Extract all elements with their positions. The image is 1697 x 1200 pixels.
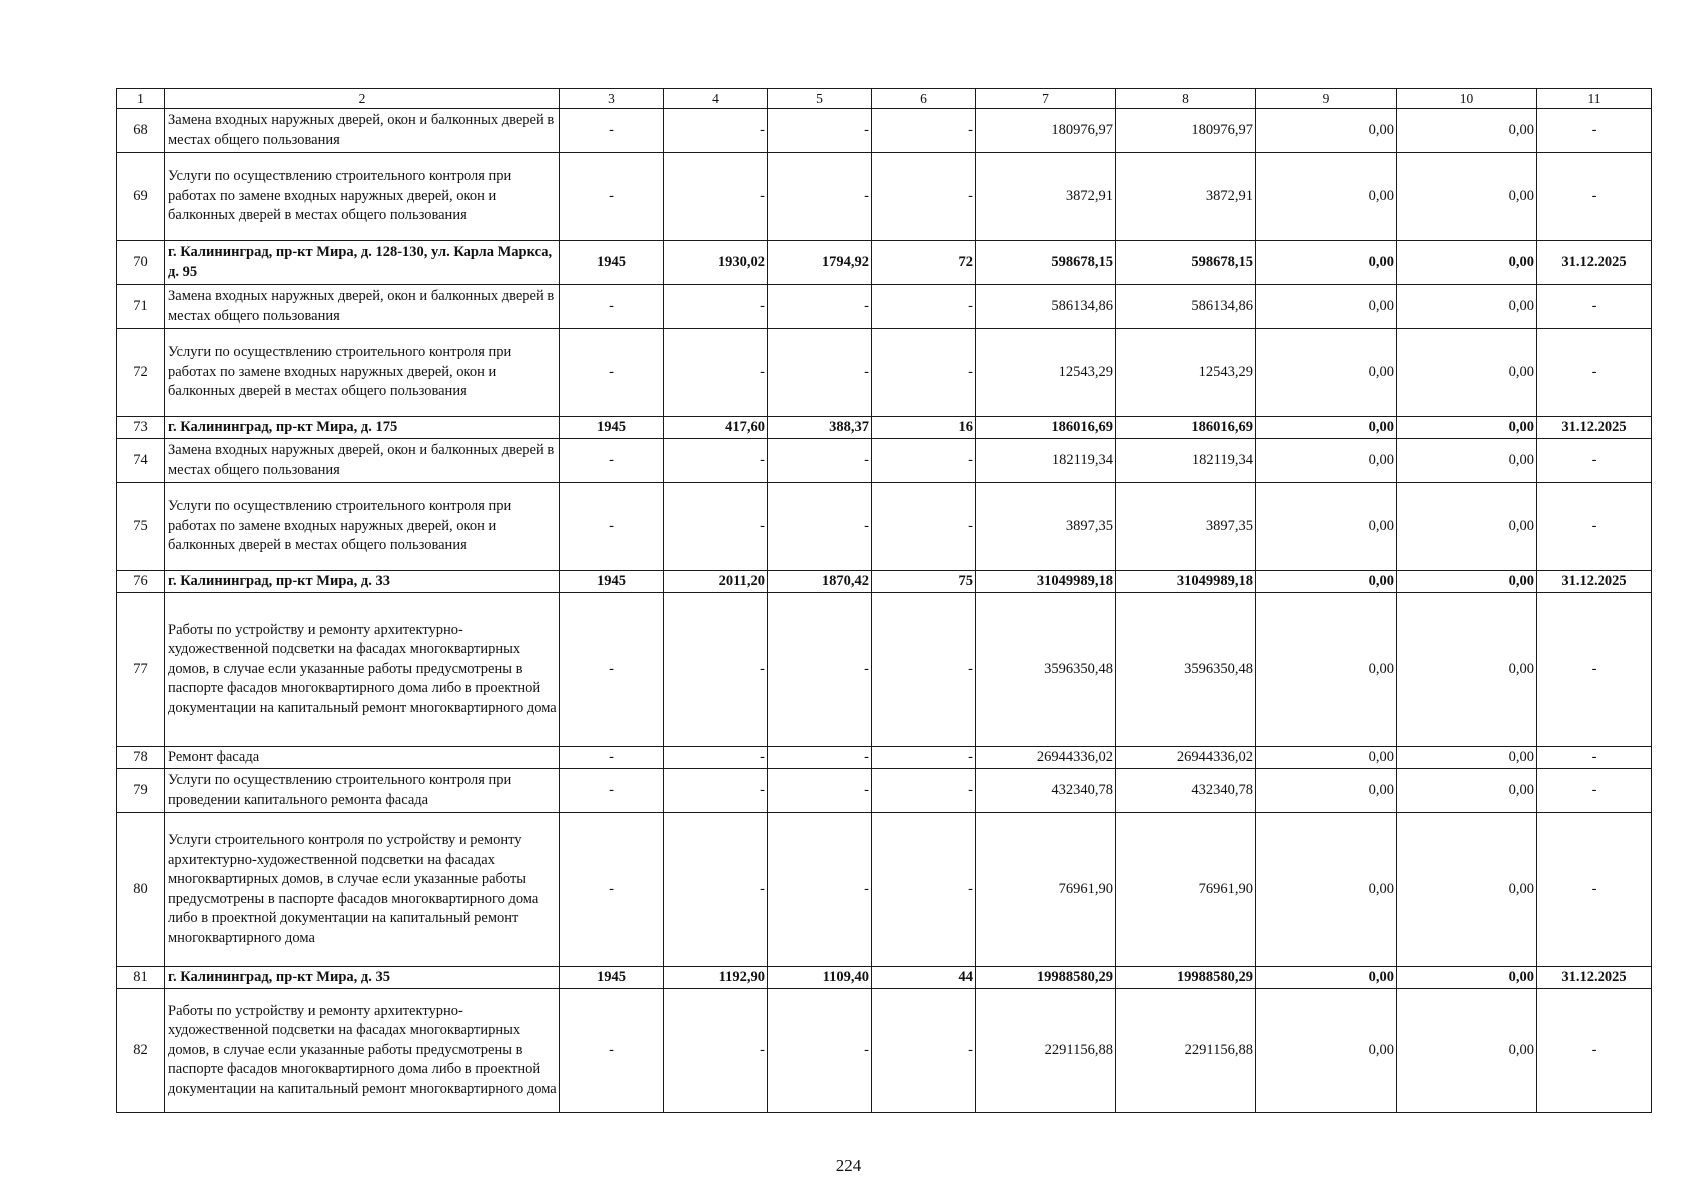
row-number-cell: 82 [117, 989, 165, 1113]
work-item-row [117, 813, 1652, 967]
year-cell: - [560, 593, 664, 747]
page-number: 224 [835, 1156, 862, 1175]
total-area-cell: - [664, 153, 768, 241]
cost-fund-cell: 26944336,02 [1116, 747, 1256, 769]
living-area-cell: - [768, 813, 872, 967]
total-area-cell: - [664, 989, 768, 1113]
cost-fund-cell: 3872,91 [1116, 153, 1256, 241]
cost-total-cell: 598678,15 [976, 241, 1116, 285]
cost-other-cell: 0,00 [1397, 483, 1537, 571]
year-cell: - [560, 285, 664, 329]
cost-total-cell: 76961,90 [976, 813, 1116, 967]
capital-repair-table [116, 88, 1652, 1113]
residents-cell: - [872, 439, 976, 483]
total-area-cell: - [664, 769, 768, 813]
year-cell: 1945 [560, 417, 664, 439]
work-item-row [117, 285, 1652, 329]
deadline-cell: - [1537, 813, 1652, 967]
year-cell: - [560, 483, 664, 571]
year-cell: 1945 [560, 241, 664, 285]
description-cell: Услуги по осуществлению строительного контроля при проведении капитального ремонта фасада [165, 769, 560, 813]
deadline-cell: 31.12.2025 [1537, 417, 1652, 439]
cost-other-cell: 0,00 [1397, 747, 1537, 769]
deadline-cell: 31.12.2025 [1537, 571, 1652, 593]
description-cell: Услуги по осуществлению строительного контроля при работах по замене входных наружных дверей, окон и балконных дверей в местах общего пользования [165, 329, 560, 417]
cost-total-cell: 19988580,29 [976, 967, 1116, 989]
column-header: 9 [1256, 89, 1397, 109]
cost-fund-cell: 598678,15 [1116, 241, 1256, 285]
cost-budget-cell: 0,00 [1256, 439, 1397, 483]
cost-total-cell: 180976,97 [976, 109, 1116, 153]
description-cell: Замена входных наружных дверей, окон и балконных дверей в местах общего пользования [165, 109, 560, 153]
total-area-cell: 1930,02 [664, 241, 768, 285]
cost-budget-cell: 0,00 [1256, 769, 1397, 813]
row-number-cell: 79 [117, 769, 165, 813]
row-number-cell: 70 [117, 241, 165, 285]
work-item-row [117, 329, 1652, 417]
description-cell: г. Калининград, пр-кт Мира, д. 33 [165, 571, 560, 593]
deadline-cell: - [1537, 439, 1652, 483]
total-area-cell: 2011,20 [664, 571, 768, 593]
cost-fund-cell: 3897,35 [1116, 483, 1256, 571]
cost-fund-cell: 180976,97 [1116, 109, 1256, 153]
row-number-cell: 77 [117, 593, 165, 747]
work-item-row [117, 483, 1652, 571]
cost-fund-cell: 76961,90 [1116, 813, 1256, 967]
year-cell: - [560, 989, 664, 1113]
cost-other-cell: 0,00 [1397, 769, 1537, 813]
total-area-cell: - [664, 439, 768, 483]
cost-budget-cell: 0,00 [1256, 813, 1397, 967]
column-header: 2 [165, 89, 560, 109]
cost-total-cell: 2291156,88 [976, 989, 1116, 1113]
living-area-cell: 388,37 [768, 417, 872, 439]
cost-budget-cell: 0,00 [1256, 989, 1397, 1113]
year-cell: - [560, 153, 664, 241]
row-number-cell: 80 [117, 813, 165, 967]
living-area-cell: 1794,92 [768, 241, 872, 285]
description-cell: Услуги по осуществлению строительного контроля при работах по замене входных наружных дверей, окон и балконных дверей в местах общего пользования [165, 153, 560, 241]
residents-cell: - [872, 813, 976, 967]
living-area-cell: 1109,40 [768, 967, 872, 989]
description-cell: Услуги строительного контроля по устройству и ремонту архитектурно-художественной подсветки на фасадах многоквартирных домов, в случае если указанные работы предусмотрены в паспорте фасадов многоквартирного дома либо в проектной документации на капитальный ремонт многоквартирного дома [165, 813, 560, 967]
row-number-cell: 72 [117, 329, 165, 417]
cost-other-cell: 0,00 [1397, 439, 1537, 483]
deadline-cell: - [1537, 989, 1652, 1113]
deadline-cell: 31.12.2025 [1537, 241, 1652, 285]
total-area-cell: - [664, 285, 768, 329]
address-row [117, 571, 1652, 593]
residents-cell: 72 [872, 241, 976, 285]
column-number-header-row [117, 89, 1652, 109]
living-area-cell: - [768, 593, 872, 747]
row-number-cell: 68 [117, 109, 165, 153]
living-area-cell: - [768, 483, 872, 571]
total-area-cell: - [664, 813, 768, 967]
residents-cell: 16 [872, 417, 976, 439]
row-number-cell: 78 [117, 747, 165, 769]
work-item-row [117, 439, 1652, 483]
cost-other-cell: 0,00 [1397, 417, 1537, 439]
cost-other-cell: 0,00 [1397, 989, 1537, 1113]
cost-total-cell: 3872,91 [976, 153, 1116, 241]
cost-other-cell: 0,00 [1397, 109, 1537, 153]
row-number-cell: 69 [117, 153, 165, 241]
cost-total-cell: 3596350,48 [976, 593, 1116, 747]
living-area-cell: - [768, 989, 872, 1113]
cost-budget-cell: 0,00 [1256, 593, 1397, 747]
cost-fund-cell: 2291156,88 [1116, 989, 1256, 1113]
residents-cell: - [872, 109, 976, 153]
cost-budget-cell: 0,00 [1256, 153, 1397, 241]
cost-budget-cell: 0,00 [1256, 285, 1397, 329]
work-item-row [117, 153, 1652, 241]
residents-cell: 44 [872, 967, 976, 989]
row-number-cell: 74 [117, 439, 165, 483]
total-area-cell: 1192,90 [664, 967, 768, 989]
address-row [117, 967, 1652, 989]
cost-budget-cell: 0,00 [1256, 241, 1397, 285]
year-cell: - [560, 769, 664, 813]
address-row [117, 241, 1652, 285]
column-header: 6 [872, 89, 976, 109]
residents-cell: 75 [872, 571, 976, 593]
row-number-cell: 81 [117, 967, 165, 989]
work-item-row [117, 747, 1652, 769]
column-header: 11 [1537, 89, 1652, 109]
cost-other-cell: 0,00 [1397, 593, 1537, 747]
cost-other-cell: 0,00 [1397, 241, 1537, 285]
work-item-row [117, 989, 1652, 1113]
description-cell: Ремонт фасада [165, 747, 560, 769]
cost-fund-cell: 182119,34 [1116, 439, 1256, 483]
cost-other-cell: 0,00 [1397, 571, 1537, 593]
cost-budget-cell: 0,00 [1256, 483, 1397, 571]
description-cell: Услуги по осуществлению строительного контроля при работах по замене входных наружных дверей, окон и балконных дверей в местах общего пользования [165, 483, 560, 571]
cost-other-cell: 0,00 [1397, 813, 1537, 967]
cost-budget-cell: 0,00 [1256, 967, 1397, 989]
description-cell: Работы по устройству и ремонту архитектурно-художественной подсветки на фасадах многоквартирных домов, в случае если указанные работы предусмотрены в паспорте фасадов многоквартирного дома либо в проектной документации на капитальный ремонт многоквартирного дома [165, 989, 560, 1113]
address-row [117, 417, 1652, 439]
row-number-cell: 75 [117, 483, 165, 571]
cost-other-cell: 0,00 [1397, 329, 1537, 417]
cost-other-cell: 0,00 [1397, 285, 1537, 329]
column-header: 10 [1397, 89, 1537, 109]
cost-budget-cell: 0,00 [1256, 109, 1397, 153]
total-area-cell: - [664, 593, 768, 747]
deadline-cell: - [1537, 593, 1652, 747]
cost-total-cell: 432340,78 [976, 769, 1116, 813]
cost-total-cell: 182119,34 [976, 439, 1116, 483]
residents-cell: - [872, 153, 976, 241]
residents-cell: - [872, 329, 976, 417]
residents-cell: - [872, 989, 976, 1113]
work-item-row [117, 593, 1652, 747]
total-area-cell: - [664, 329, 768, 417]
column-header: 7 [976, 89, 1116, 109]
deadline-cell: 31.12.2025 [1537, 967, 1652, 989]
living-area-cell: - [768, 769, 872, 813]
residents-cell: - [872, 483, 976, 571]
year-cell: - [560, 813, 664, 967]
cost-other-cell: 0,00 [1397, 967, 1537, 989]
deadline-cell: - [1537, 483, 1652, 571]
column-header: 8 [1116, 89, 1256, 109]
total-area-cell: - [664, 109, 768, 153]
row-number-cell: 71 [117, 285, 165, 329]
living-area-cell: - [768, 109, 872, 153]
deadline-cell: - [1537, 747, 1652, 769]
cost-total-cell: 12543,29 [976, 329, 1116, 417]
cost-total-cell: 186016,69 [976, 417, 1116, 439]
residents-cell: - [872, 769, 976, 813]
column-header: 4 [664, 89, 768, 109]
deadline-cell: - [1537, 153, 1652, 241]
cost-fund-cell: 12543,29 [1116, 329, 1256, 417]
living-area-cell: - [768, 329, 872, 417]
total-area-cell: - [664, 483, 768, 571]
cost-total-cell: 31049989,18 [976, 571, 1116, 593]
cost-fund-cell: 432340,78 [1116, 769, 1256, 813]
total-area-cell: - [664, 747, 768, 769]
deadline-cell: - [1537, 109, 1652, 153]
residents-cell: - [872, 747, 976, 769]
year-cell: 1945 [560, 967, 664, 989]
deadline-cell: - [1537, 285, 1652, 329]
year-cell: - [560, 439, 664, 483]
cost-budget-cell: 0,00 [1256, 329, 1397, 417]
row-number-cell: 76 [117, 571, 165, 593]
column-header: 5 [768, 89, 872, 109]
year-cell: - [560, 329, 664, 417]
column-header: 3 [560, 89, 664, 109]
living-area-cell: - [768, 439, 872, 483]
work-item-row [117, 769, 1652, 813]
residents-cell: - [872, 285, 976, 329]
living-area-cell: - [768, 747, 872, 769]
cost-other-cell: 0,00 [1397, 153, 1537, 241]
row-number-cell: 73 [117, 417, 165, 439]
cost-budget-cell: 0,00 [1256, 747, 1397, 769]
year-cell: - [560, 109, 664, 153]
deadline-cell: - [1537, 329, 1652, 417]
cost-fund-cell: 31049989,18 [1116, 571, 1256, 593]
living-area-cell: - [768, 285, 872, 329]
cost-total-cell: 586134,86 [976, 285, 1116, 329]
total-area-cell: 417,60 [664, 417, 768, 439]
living-area-cell: - [768, 153, 872, 241]
description-cell: Замена входных наружных дверей, окон и балконных дверей в местах общего пользования [165, 285, 560, 329]
cost-budget-cell: 0,00 [1256, 417, 1397, 439]
description-cell: г. Калининград, пр-кт Мира, д. 128-130, ул. Карла Маркса, д. 95 [165, 241, 560, 285]
work-item-row [117, 109, 1652, 153]
living-area-cell: 1870,42 [768, 571, 872, 593]
residents-cell: - [872, 593, 976, 747]
cost-fund-cell: 186016,69 [1116, 417, 1256, 439]
cost-fund-cell: 3596350,48 [1116, 593, 1256, 747]
year-cell: - [560, 747, 664, 769]
description-cell: г. Калининград, пр-кт Мира, д. 35 [165, 967, 560, 989]
cost-total-cell: 3897,35 [976, 483, 1116, 571]
year-cell: 1945 [560, 571, 664, 593]
description-cell: Работы по устройству и ремонту архитектурно-художественной подсветки на фасадах многоквартирных домов, в случае если указанные работы предусмотрены в паспорте фасадов многоквартирного дома либо в проектной документации на капитальный ремонт многоквартирного дома [165, 593, 560, 747]
cost-total-cell: 26944336,02 [976, 747, 1116, 769]
cost-budget-cell: 0,00 [1256, 571, 1397, 593]
description-cell: Замена входных наружных дверей, окон и балконных дверей в местах общего пользования [165, 439, 560, 483]
cost-fund-cell: 586134,86 [1116, 285, 1256, 329]
deadline-cell: - [1537, 769, 1652, 813]
description-cell: г. Калининград, пр-кт Мира, д. 175 [165, 417, 560, 439]
column-header: 1 [117, 89, 165, 109]
cost-fund-cell: 19988580,29 [1116, 967, 1256, 989]
